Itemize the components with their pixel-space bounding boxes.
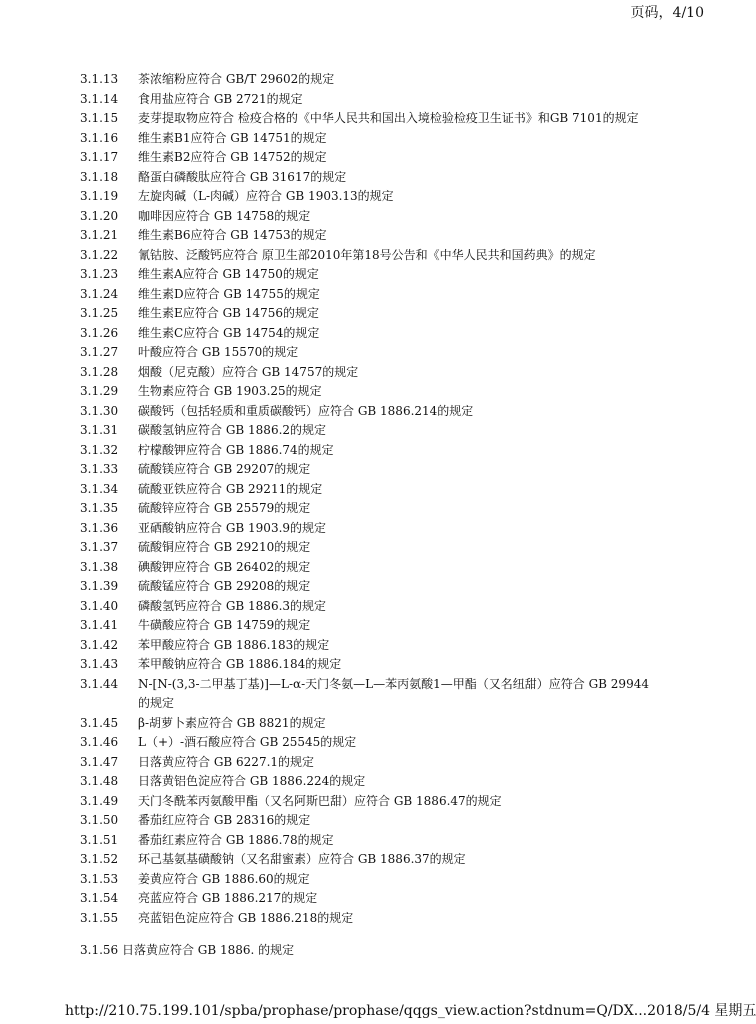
item-text: 日落黄铝色淀应符合 GB 1886.224的规定 <box>138 774 366 788</box>
item-text: 姜黄应符合 GB 1886.60的规定 <box>138 871 310 886</box>
item-text: 维生素E应符合 GB 14756的规定 <box>138 306 319 320</box>
list-item <box>80 226 650 246</box>
list-item <box>80 441 650 461</box>
list-item <box>80 499 650 519</box>
item-number: 3.1.40 <box>80 598 119 613</box>
item-number: 3.1.42 <box>80 637 119 652</box>
item-number: 3.1.52 <box>80 852 119 866</box>
list-item <box>80 870 650 890</box>
list-item <box>80 382 650 402</box>
list-item <box>80 421 650 441</box>
item-number: 3.1.30 <box>80 403 119 418</box>
list-item <box>80 675 650 714</box>
item-number: 3.1.44 <box>80 676 119 691</box>
item-text: 食用盐应符合 GB 2721的规定 <box>138 91 303 106</box>
item-text: 维生素B2应符合 GB 14752的规定 <box>138 150 327 164</box>
item-text: 碳酸钙（包括轻质和重质碳酸钙）应符合 GB 1886.214的规定 <box>138 403 474 418</box>
item-number: 3.1.47 <box>80 754 119 769</box>
item-number: 3.1.36 <box>80 520 119 535</box>
item-number: 3.1.32 <box>80 442 119 457</box>
item-text: 维生素A应符合 GB 14750的规定 <box>138 267 319 281</box>
list-item <box>80 850 650 870</box>
list-item <box>80 889 650 909</box>
standards-list <box>80 70 650 928</box>
item-text: 维生素D应符合 GB 14755的规定 <box>138 286 320 301</box>
item-number: 3.1.51 <box>80 832 119 847</box>
item-number: 3.1.23 <box>80 267 119 281</box>
list-item <box>80 246 650 266</box>
item-number: 3.1.19 <box>80 189 119 203</box>
item-number: 3.1.15 <box>80 111 119 125</box>
item-text: 苯甲酸钠应符合 GB 1886.184的规定 <box>138 657 342 671</box>
item-text: 维生素B6应符合 GB 14753的规定 <box>138 228 327 242</box>
list-item <box>80 90 650 110</box>
item-number: 3.1.17 <box>80 150 119 164</box>
item-number: 3.1.13 <box>80 72 119 86</box>
item-text: L（+）-酒石酸应符合 GB 25545的规定 <box>138 735 357 749</box>
item-number: 3.1.37 <box>80 540 119 554</box>
list-item <box>80 285 650 305</box>
item-number: 3.1.25 <box>80 306 119 320</box>
item-number: 3.1.46 <box>80 735 119 749</box>
item-number: 3.1.22 <box>80 247 119 262</box>
item-number: 3.1.21 <box>80 228 119 242</box>
list-item <box>80 811 650 831</box>
item-number: 3.1.39 <box>80 579 119 593</box>
item-text: 番茄红应符合 GB 28316的规定 <box>138 813 311 827</box>
item-text: 硫酸亚铁应符合 GB 29211的规定 <box>138 481 323 496</box>
item-text: 日落黄应符合 GB 6227.1的规定 <box>138 754 315 769</box>
item-number: 3.1.26 <box>80 325 119 340</box>
item-number: 3.1.53 <box>80 871 119 886</box>
list-item <box>80 597 650 617</box>
item-number: 3.1.27 <box>80 345 119 359</box>
item-number: 3.1.38 <box>80 559 119 574</box>
list-item <box>80 714 650 734</box>
print-footer <box>65 1002 756 1020</box>
item-text: 硫酸锌应符合 GB 25579的规定 <box>138 501 311 515</box>
list-item <box>80 207 650 227</box>
item-text: 番茄红素应符合 GB 1886.78的规定 <box>138 832 334 847</box>
item-number: 3.1.28 <box>80 364 119 379</box>
list-item <box>80 519 650 539</box>
list-item <box>80 772 650 792</box>
list-item <box>80 733 650 753</box>
item-text: 环己基氨基磺酸钠（又名甜蜜素）应符合 GB 1886.37的规定 <box>138 852 466 866</box>
item-text: 麦芽提取物应符合 检疫合格的《中华人民共和国出入境检验检疫卫生证书》和GB 7101的规定 <box>138 111 639 125</box>
item-text: 磷酸氢钙应符合 GB 1886.3的规定 <box>138 598 327 613</box>
item-text: 硫酸镁应符合 GB 29207的规定 <box>138 462 311 476</box>
item-text: 氰钴胺、泛酸钙应符合 原卫生部2010年第18号公告和《中华人民共和国药典》的规定 <box>138 247 596 262</box>
item-number: 3.1.20 <box>80 208 119 223</box>
list-item <box>80 831 650 851</box>
item-number: 3.1.33 <box>80 462 119 476</box>
item-text: 茶浓缩粉应符合 GB/T 29602的规定 <box>138 72 335 86</box>
item-text: 左旋肉碱（L-肉碱）应符合 GB 1903.13的规定 <box>138 189 394 203</box>
item-number: 3.1.48 <box>80 774 119 788</box>
item-number: 3.1.50 <box>80 813 119 827</box>
list-item <box>80 460 650 480</box>
list-item <box>80 304 650 324</box>
item-text: 亚硒酸钠应符合 GB 1903.9的规定 <box>138 520 327 535</box>
list-item <box>80 363 650 383</box>
list-item <box>80 70 650 90</box>
item-number: 3.1.43 <box>80 657 119 671</box>
item-number: 3.1.31 <box>80 423 119 437</box>
item-text: 咖啡因应符合 GB 14758的规定 <box>138 208 311 223</box>
item-text: 硫酸锰应符合 GB 29208的规定 <box>138 579 311 593</box>
item-number: 3.1.54 <box>80 891 119 905</box>
list-item <box>80 480 650 500</box>
item-text: N-[N-(3,3-二甲基丁基)]—L-α-天门冬氨—L—苯丙氨酸1—甲酯（又名纽甜）应符合 GB 29944的规定 <box>138 676 649 710</box>
list-item <box>80 265 650 285</box>
footer-url: http://210.75.199.101/spba/prophase/prophase/qqgs_view.action?stdnum=Q/DX... <box>65 1003 648 1019</box>
list-item <box>80 402 650 422</box>
item-number: 3.1.29 <box>80 384 119 398</box>
item-number: 3.1.55 <box>80 910 119 925</box>
list-item <box>80 577 650 597</box>
item-text: 亮蓝铝色淀应符合 GB 1886.218的规定 <box>138 910 354 925</box>
page-indicator: 页码，4/10 <box>630 5 704 21</box>
list-item <box>80 655 650 675</box>
item-number: 3.1.16 <box>80 130 119 145</box>
item-text: 碘酸钾应符合 GB 26402的规定 <box>138 559 311 574</box>
item-number: 3.1.41 <box>80 618 119 632</box>
item-number: 3.1.18 <box>80 169 119 184</box>
item-text: 酪蛋白磷酸肽应符合 GB 31617的规定 <box>138 169 347 184</box>
list-item <box>80 753 650 773</box>
item-number: 3.1.49 <box>80 793 119 808</box>
list-item <box>80 558 650 578</box>
item-text: 维生素C应符合 GB 14754的规定 <box>138 325 320 340</box>
item-text: 叶酸应符合 GB 15570的规定 <box>138 345 299 359</box>
footer-datetime: 2018/5/4 星期五 <box>647 1003 756 1019</box>
item-text: 烟酸（尼克酸）应符合 GB 14757的规定 <box>138 364 359 379</box>
list-item <box>80 324 650 344</box>
list-item <box>80 792 650 812</box>
list-item <box>80 909 650 929</box>
item-text: 生物素应符合 GB 1903.25的规定 <box>138 384 322 398</box>
item-text: 柠檬酸钾应符合 GB 1886.74的规定 <box>138 442 334 457</box>
list-item <box>80 538 650 558</box>
item-text: β-胡萝卜素应符合 GB 8821的规定 <box>138 715 326 730</box>
list-item <box>80 129 650 149</box>
item-number: 3.1.24 <box>80 286 119 301</box>
list-item <box>80 109 650 129</box>
item-text: 硫酸铜应符合 GB 29210的规定 <box>138 540 311 554</box>
list-item <box>80 616 650 636</box>
item-text: 碳酸氢钠应符合 GB 1886.2的规定 <box>138 423 327 437</box>
item-number: 3.1.14 <box>80 91 119 106</box>
list-item <box>80 636 650 656</box>
item-number: 3.1.35 <box>80 501 119 515</box>
item-text: 牛磺酸应符合 GB 14759的规定 <box>138 618 311 632</box>
item-number: 3.1.34 <box>80 481 119 496</box>
item-text: 天门冬酰苯丙氨酸甲酯（又名阿斯巴甜）应符合 GB 1886.47的规定 <box>138 793 502 808</box>
item-text: 维生素B1应符合 GB 14751的规定 <box>138 130 327 145</box>
item-number: 3.1.45 <box>80 715 119 730</box>
item-text: 亮蓝应符合 GB 1886.217的规定 <box>138 891 318 905</box>
item-text: 苯甲酸应符合 GB 1886.183的规定 <box>138 637 330 652</box>
list-item <box>80 343 650 363</box>
list-item <box>80 187 650 207</box>
list-item <box>80 148 650 168</box>
list-item <box>80 168 650 188</box>
cut-off-line: 3.1.56 日落黄应符合 GB 1886. 的规定 <box>80 943 295 957</box>
